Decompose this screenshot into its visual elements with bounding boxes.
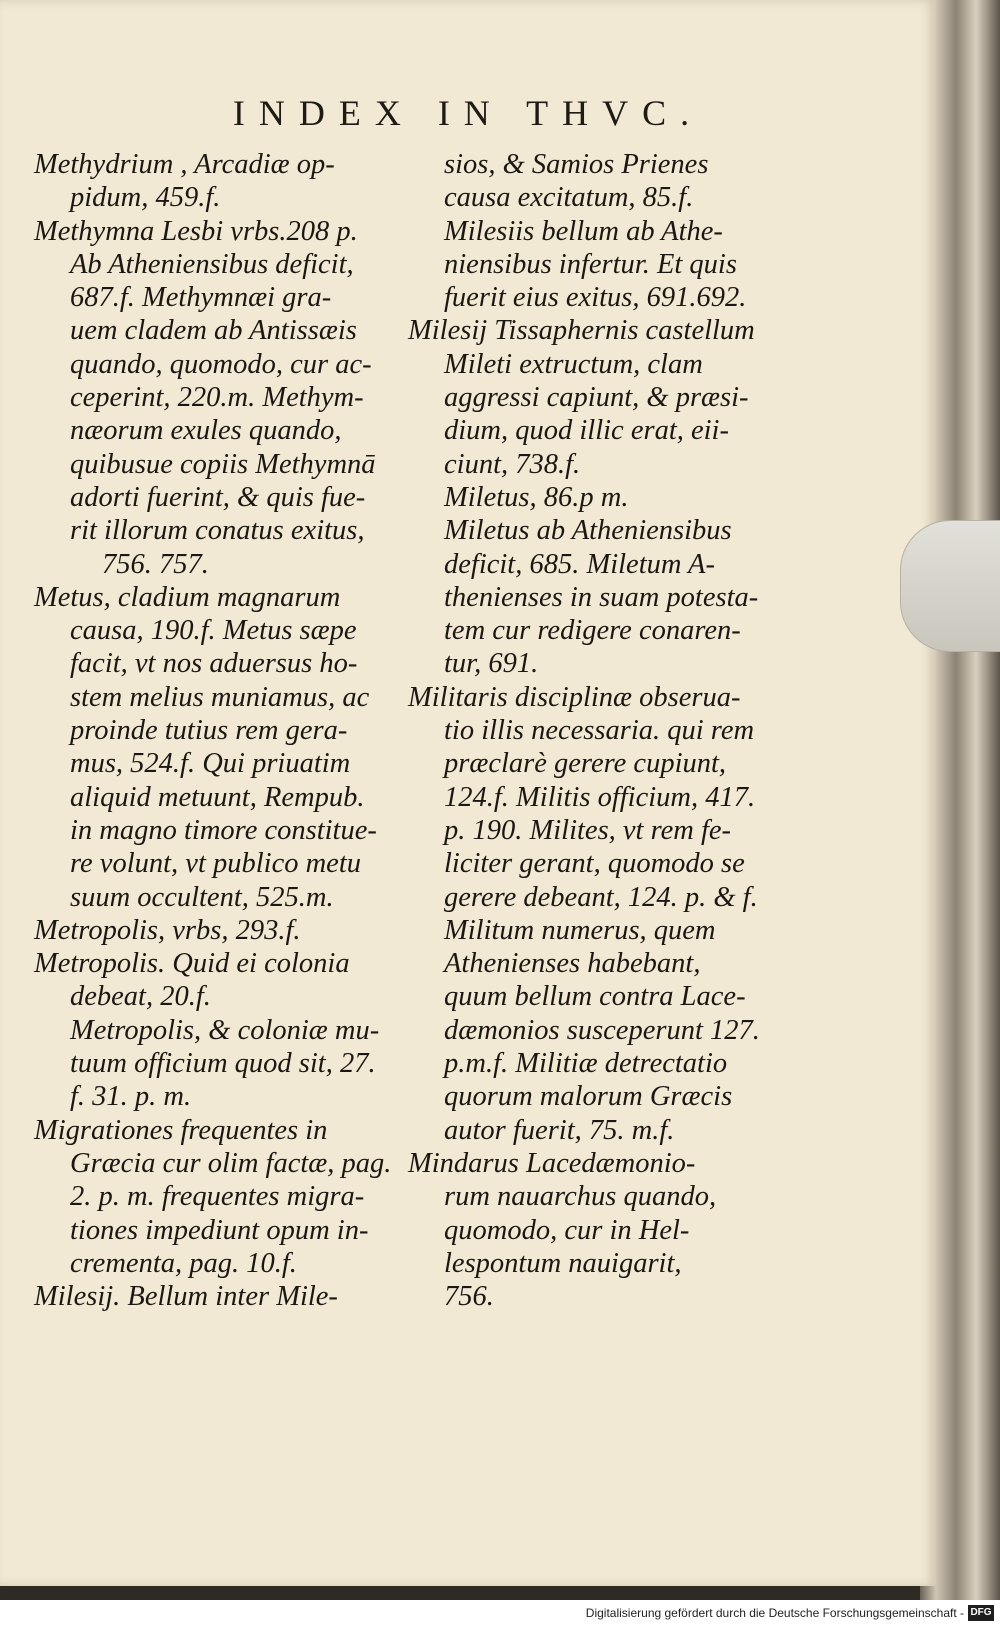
index-line: proinde tutius rem gera- [70, 715, 348, 747]
index-line: tio illis necessaria. qui rem [444, 715, 755, 747]
index-line: Milesij. Bellum inter Mile- [34, 1281, 338, 1313]
index-line: 687.f. Methymnæi gra- [70, 282, 332, 314]
index-line: Ab Atheniensibus deficit, [70, 248, 354, 280]
index-line: autor fuerit, 75. m.f. [444, 1114, 675, 1146]
index-line: mus, 524.f. Qui priuatim [70, 748, 351, 780]
index-line: ceperint, 220.m. Methym- [70, 382, 364, 414]
index-line: Methydrium , Arcadiæ op- [34, 149, 335, 180]
index-line: ciunt, 738.f. [444, 448, 581, 480]
index-line: Athenienses habebant, [444, 948, 701, 980]
index-line: aliquid metuunt, Rempub. [70, 781, 365, 813]
index-line: 2. p. m. frequentes migra- [70, 1181, 365, 1213]
index-line: suum occultent, 525.m. [70, 881, 334, 913]
index-line: Metropolis, vrbs, 293.f. [34, 914, 301, 946]
index-line: Methymna Lesbi vrbs.208 p. [34, 215, 358, 247]
index-line: Græcia cur olim factæ, pag. [70, 1147, 392, 1179]
index-line: Miletus, 86.p m. [444, 481, 629, 513]
index-line: facit, vt nos aduersus ho- [70, 648, 358, 680]
footer-bar [0, 1600, 1000, 1627]
index-line: quibusue copiis Methymnā [70, 448, 376, 480]
index-line: 124.f. Militis officium, 417. [444, 781, 756, 813]
index-line: Mileti extructum, clam [444, 348, 703, 380]
page-header: INDEX IN THVC. [232, 93, 704, 133]
index-line: Migrationes frequentes in [34, 1114, 328, 1146]
index-line: lespontum nauigarit, [444, 1247, 682, 1279]
index-line: Mindarus Lacedæmonio- [408, 1147, 696, 1179]
index-line: præclarè gerere cupiunt, [444, 748, 727, 780]
index-line: Metus, cladium magnarum [34, 581, 341, 613]
index-line: thenienses in suam potesta- [444, 581, 759, 613]
index-line: Miletus ab Atheniensibus [444, 515, 732, 547]
index-line: adorti fuerint, & quis fue- [70, 481, 366, 513]
index-line: næorum exules quando, [70, 415, 342, 447]
index-line: debeat, 20.f. [70, 981, 211, 1013]
index-line: rum nauarchus quando, [444, 1181, 717, 1213]
index-line: deficit, 685. Miletum A- [444, 548, 715, 580]
index-line: tiones impediunt opum in- [70, 1214, 369, 1246]
page-marker-tab [900, 520, 1000, 652]
index-line: liciter gerant, quomodo se [444, 848, 745, 880]
index-line: re volunt, vt publico metu [70, 848, 361, 880]
dfg-logo: DFG [968, 1605, 994, 1621]
index-line: gerere debeant, 124. p. & f. [444, 881, 758, 913]
index-line: niensibus infertur. Et quis [444, 248, 737, 280]
index-line: Militum numerus, quem [444, 914, 716, 946]
index-line: Milesij Tissaphernis castellum [408, 315, 755, 347]
funding-notice: Digitalisierung gefördert durch die Deutsche Forschungsgemeinschaft - [585, 1606, 964, 1620]
index-line: Militaris disciplinæ obserua- [408, 681, 741, 713]
index-line: pidum, 459.f. [70, 182, 221, 214]
index-line: tem cur redigere conaren- [444, 615, 741, 647]
index-line: Metropolis, & coloniæ mu- [70, 1014, 380, 1046]
index-line: dium, quod illic erat, eii- [444, 415, 729, 447]
index-line: Milesiis bellum ab Athe- [444, 215, 723, 247]
index-line: p. 190. Milites, vt rem fe- [444, 814, 732, 846]
index-line: quorum malorum Græcis [444, 1081, 733, 1113]
index-line: in magno timore constitue- [70, 814, 377, 846]
index-column-left [34, 148, 394, 1313]
index-line: tur, 691. [444, 648, 539, 680]
index-line: quando, quomodo, cur ac- [70, 348, 372, 380]
index-line: 756. 757. [102, 548, 209, 580]
index-line: tuum officium quod sit, 27. [70, 1048, 376, 1080]
index-column-right [408, 148, 770, 1313]
index-line: aggressi capiunt, & præsi- [444, 382, 749, 414]
index-line: 756. [444, 1281, 494, 1313]
index-line: fuerit eius exitus, 691.692. [444, 282, 747, 314]
index-line: Metropolis. Quid ei colonia [34, 948, 350, 980]
index-line: causa, 190.f. Metus sæpe [70, 615, 357, 647]
index-line: causa excitatum, 85.f. [444, 182, 694, 214]
index-line: stem melius muniamus, ac [70, 681, 370, 713]
index-line: dæmonios susceperunt 127. [444, 1014, 760, 1046]
index-line: sios, & Samios Prienes [444, 149, 709, 180]
index-line: crementa, pag. 10.f. [70, 1247, 297, 1279]
index-line: p.m.f. Militiæ detrectatio [444, 1048, 728, 1080]
index-line: quum bellum contra Lace- [444, 981, 746, 1013]
index-line: f. 31. p. m. [70, 1081, 192, 1113]
index-line: uem cladem ab Antissæis [70, 315, 357, 347]
index-line: rit illorum conatus exitus, [70, 515, 365, 547]
index-line: quomodo, cur in Hel- [444, 1214, 690, 1246]
